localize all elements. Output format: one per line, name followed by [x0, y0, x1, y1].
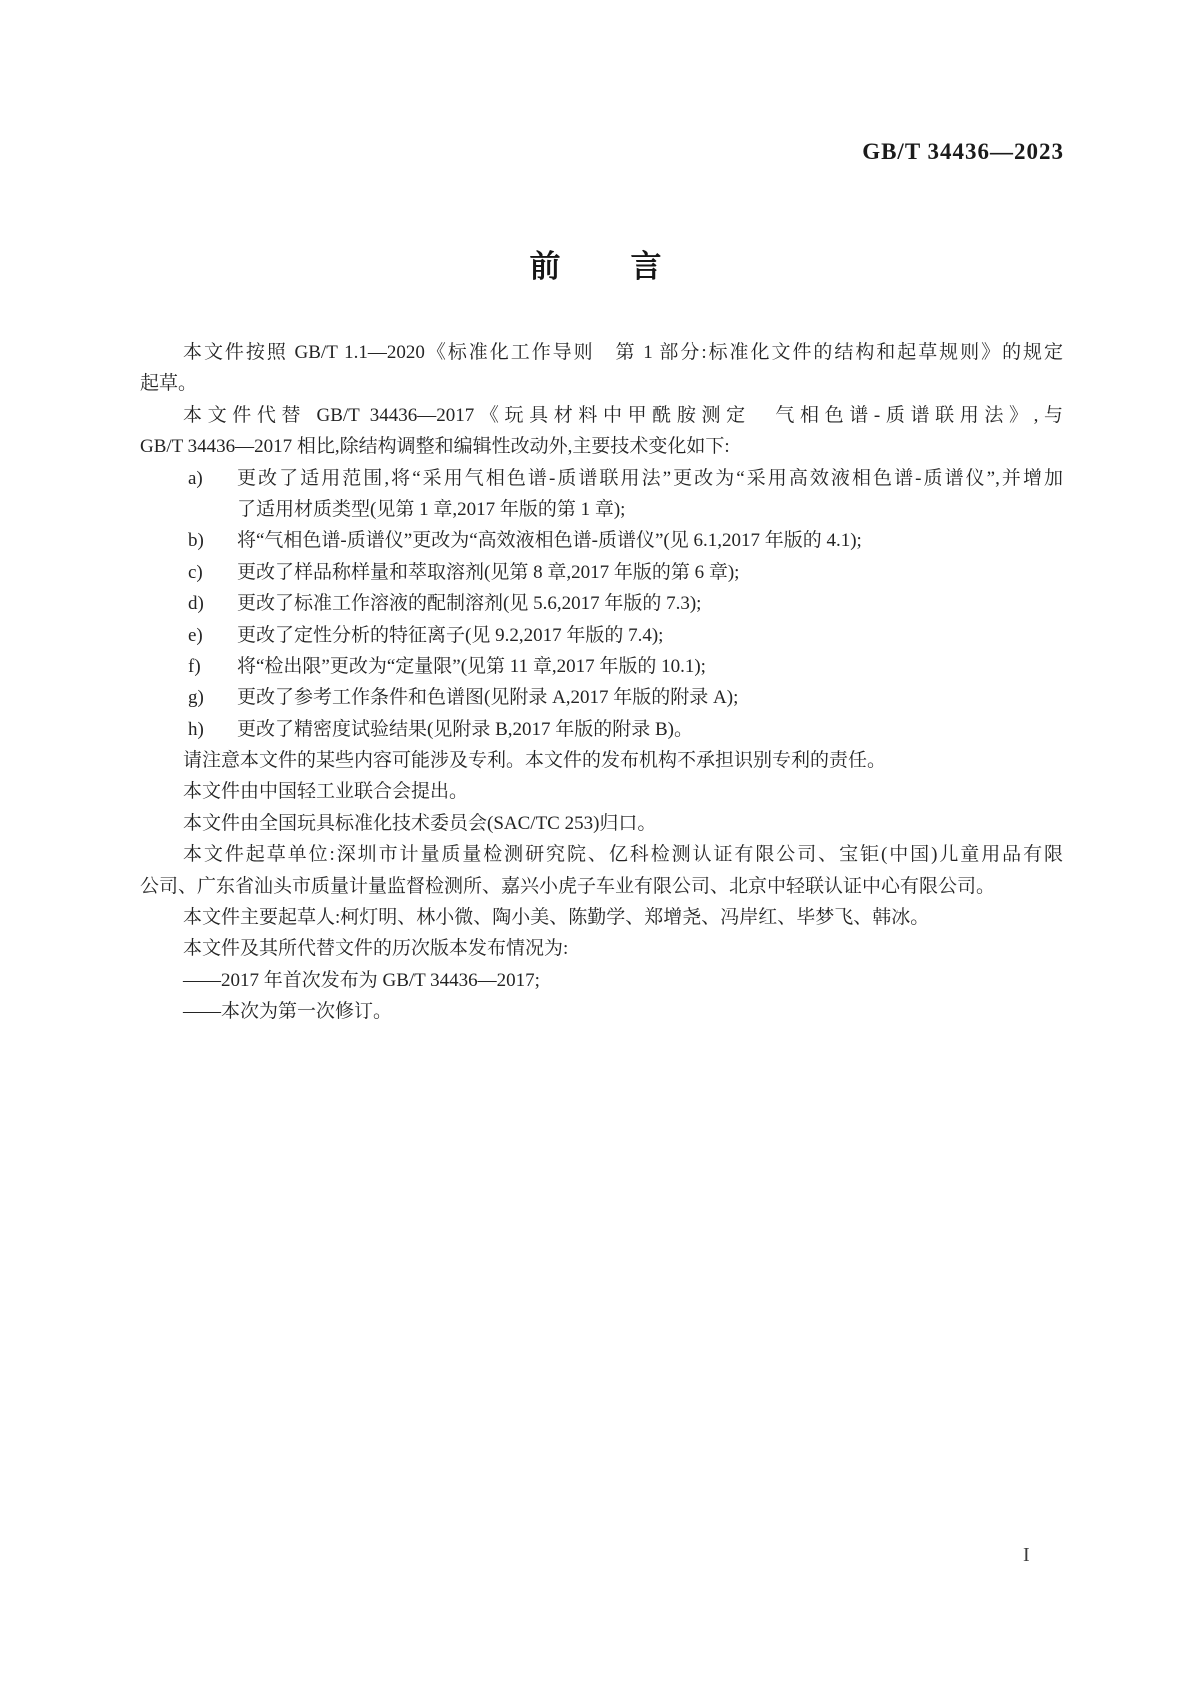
body-line	[140, 714, 1063, 745]
body-line	[140, 337, 1063, 368]
line-text: 了适用材质类型(见第 1 章,2017 年版的第 1 章);	[237, 498, 626, 520]
page-title-char-1: 前	[529, 249, 561, 284]
page-title-char-2: 言	[630, 249, 662, 284]
line-text: ——2017 年首次发布为 GB/T 34436—2017;	[183, 969, 540, 991]
list-marker: b)	[188, 530, 204, 552]
body-line	[140, 651, 1063, 682]
line-text: 本文件及其所代替文件的历次版本发布情况为:	[183, 938, 569, 960]
body-line	[140, 965, 1063, 996]
page-title	[0, 241, 1191, 286]
body-line	[140, 620, 1063, 651]
standard-number: GB/T 34436—2023	[862, 139, 1064, 164]
list-marker: e)	[188, 624, 203, 646]
body-line	[140, 745, 1063, 776]
body-line	[140, 996, 1063, 1027]
line-text: 更改了标准工作溶液的配制溶剂(见 5.6,2017 年版的 7.3);	[237, 593, 702, 615]
list-marker: c)	[188, 561, 203, 583]
line-text: ——本次为第一次修订。	[183, 1001, 393, 1023]
list-marker: g)	[188, 687, 204, 709]
line-text: 更改了参考工作条件和色谱图(见附录 A,2017 年版的附录 A);	[237, 687, 739, 709]
body-line	[140, 682, 1063, 713]
body-line	[140, 557, 1063, 588]
body-line	[140, 902, 1063, 933]
body-line	[140, 525, 1063, 556]
body-line	[140, 463, 1063, 494]
body-line	[140, 368, 1063, 399]
line-text: GB/T 34436—2017 相比,除结构调整和编辑性改动外,主要技术变化如下:	[140, 436, 730, 458]
line-text: 更改了定性分析的特征离子(见 9.2,2017 年版的 7.4);	[237, 624, 664, 646]
body-line	[140, 776, 1063, 807]
line-text: 请注意本文件的某些内容可能涉及专利。本文件的发布机构不承担识别专利的责任。	[183, 750, 887, 772]
list-marker: a)	[188, 467, 203, 489]
body-line	[140, 431, 1063, 462]
line-text: 本文件由中国轻工业联合会提出。	[183, 781, 469, 803]
line-text: 起草。	[140, 373, 198, 395]
line-text: 更改了适用范围,将“采用气相色谱-质谱联用法”更改为“采用高效液相色谱-质谱仪”,并增加	[237, 467, 1063, 489]
page-number: I	[1023, 1544, 1030, 1566]
foreword-body	[140, 337, 1063, 1028]
line-text: 本文件起草单位:深圳市计量质量检测研究院、亿科检测认证有限公司、宝钜(中国)儿童用品有限	[183, 844, 1063, 866]
list-marker: d)	[188, 593, 204, 615]
line-text: 本文件按照 GB/T 1.1—2020《标准化工作导则 第 1 部分:标准化文件的结构和起草规则》的规定	[183, 342, 1063, 363]
line-text: 更改了样品称样量和萃取溶剂(见第 8 章,2017 年版的第 6 章);	[237, 561, 740, 583]
line-text: 公司、广东省汕头市质量计量监督检测所、嘉兴小虎子车业有限公司、北京中轻联认证中心有限公司。	[140, 875, 996, 897]
body-line	[140, 808, 1063, 839]
line-text: 将“检出限”更改为“定量限”(见第 11 章,2017 年版的 10.1);	[237, 655, 706, 677]
body-line	[140, 839, 1063, 870]
line-text: 将“气相色谱-质谱仪”更改为“高效液相色谱-质谱仪”(见 6.1,2017 年版的 4.1);	[237, 530, 862, 552]
body-line	[140, 494, 1063, 525]
line-text: 本文件代替 GB/T 34436—2017《玩具材料中甲酰胺测定 气相色谱-质谱联用法》,与	[183, 404, 1063, 426]
body-line	[140, 871, 1063, 902]
line-text: 本文件由全国玩具标准化技术委员会(SAC/TC 253)归口。	[183, 812, 657, 834]
list-marker: h)	[188, 718, 204, 740]
body-line	[140, 933, 1063, 964]
body-line	[140, 400, 1063, 431]
list-marker: f)	[188, 655, 201, 677]
body-line	[140, 588, 1063, 619]
line-text: 更改了精密度试验结果(见附录 B,2017 年版的附录 B)。	[237, 718, 694, 740]
line-text: 本文件主要起草人:柯灯明、林小微、陶小美、陈勤学、郑增尧、冯岸红、毕梦飞、韩冰。	[183, 907, 930, 929]
